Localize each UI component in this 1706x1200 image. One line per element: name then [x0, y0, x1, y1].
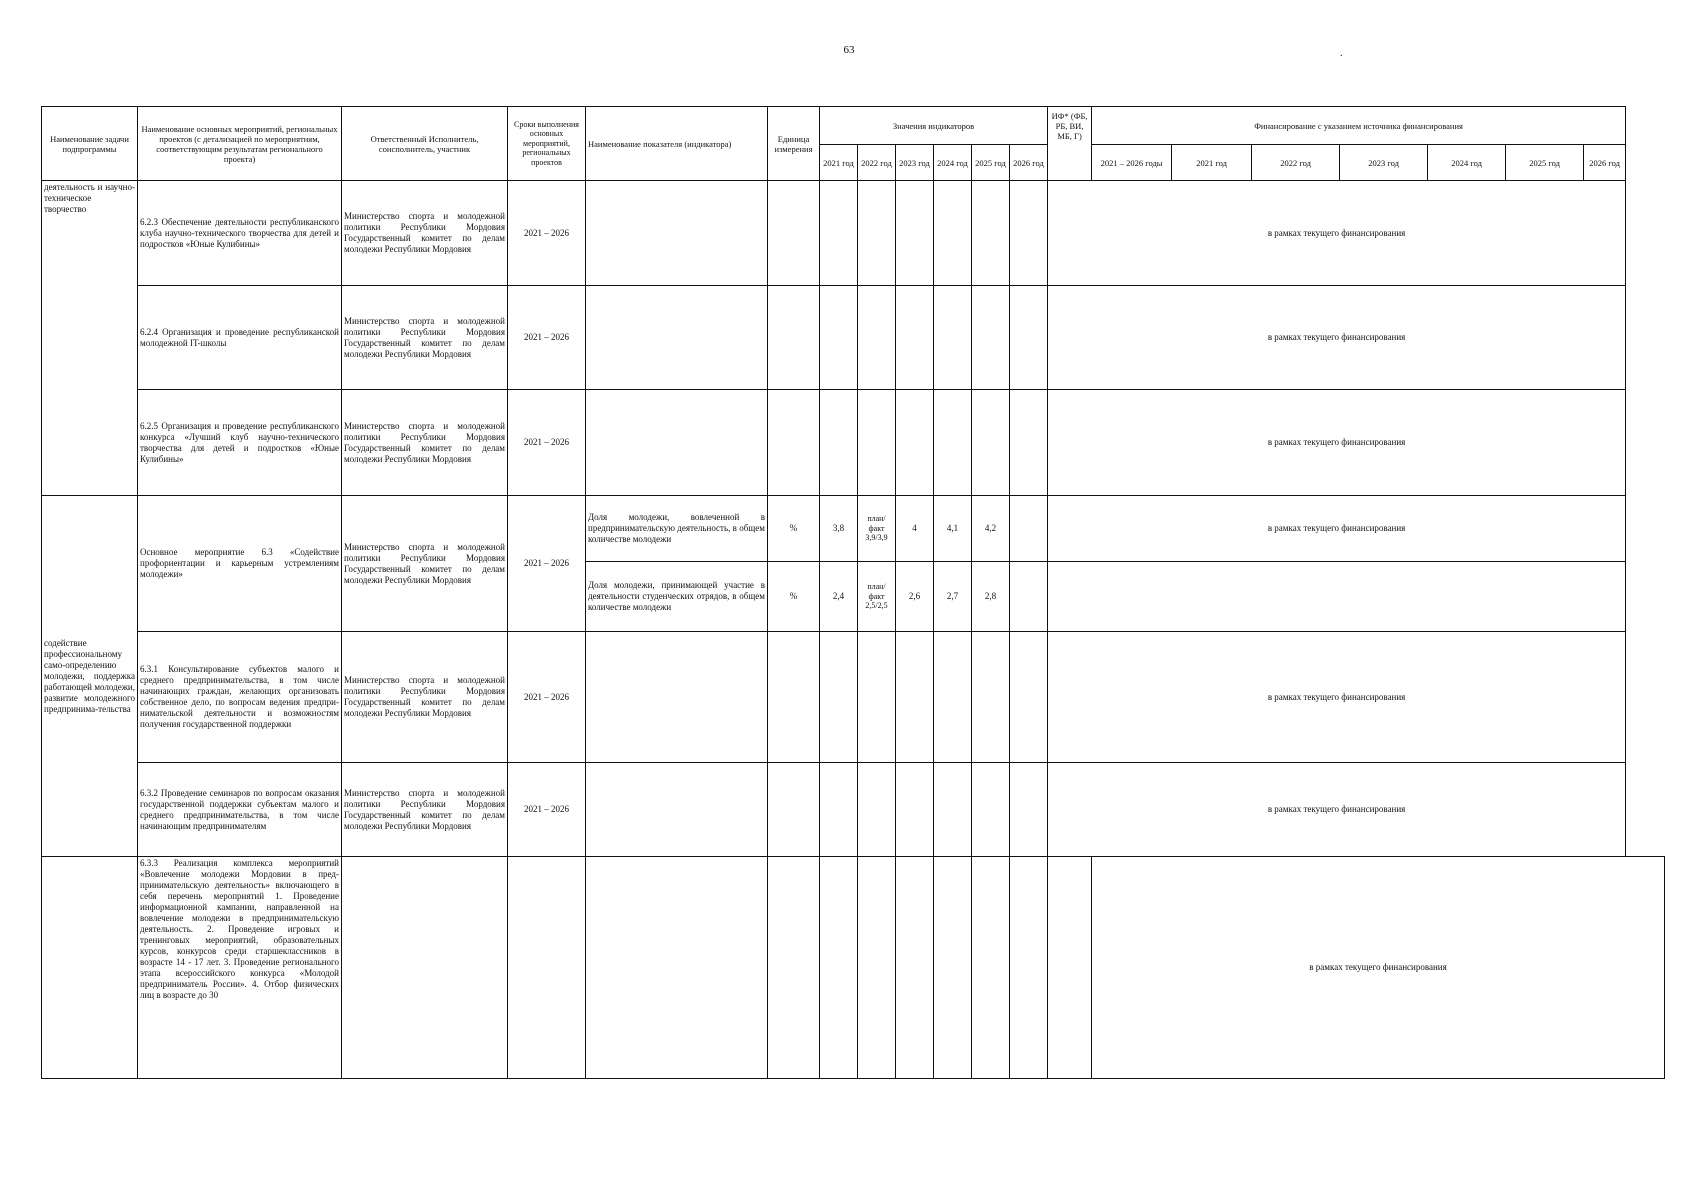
indicator-name: Доля молодежи, принимающей участие в деятельности студенческих отрядов, в общем количестве молодежи [586, 562, 768, 632]
indicator-value-2023: 4 [896, 496, 934, 562]
page-mark: . [1340, 48, 1343, 59]
header-fin-2023: 2023 год [1340, 145, 1428, 181]
header-fin-2021: 2021 год [1172, 145, 1252, 181]
executor-cell: Министерство спорта и молодежной политики Республики Мордовия Государственный комитет по делам молодежи Республики Мордовия [342, 632, 508, 763]
table-row [42, 763, 1665, 857]
indicator-value-2021: 2,4 [820, 562, 858, 632]
executor-cell: Министерство спорта и молодежной политики Республики Мордовия Государственный комитет по делам молодежи Республики Мордовия [342, 496, 508, 632]
table-row [42, 857, 1665, 1079]
indicator-value-2023: 2,6 [896, 562, 934, 632]
header-year-2023: 2023 год [896, 145, 934, 181]
table-row [42, 181, 1665, 286]
deadline-cell: 2021 – 2026 [508, 181, 586, 286]
header-task: Наименование задачи подпрограммы [42, 107, 138, 181]
activity-cell: 6.2.3 Обеспечение деятельности республиканского клуба научно-технического творчества для детей и подростков «Юные Кулибины» [138, 181, 342, 286]
table-row [42, 632, 1665, 763]
indicator-value-2026 [1010, 562, 1048, 632]
indicator-name: Доля молодежи, вовлеченной в предпринимательскую деятельность, в общем количестве молодежи [586, 496, 768, 562]
header-deadline: Сроки выполнения основных мероприятий, региональных проектов [508, 107, 586, 181]
activity-cell: 6.3.1 Консультирование субъектов малого и среднего предпринимательства, в том числе начинающих граждан, желающих организовать собственное дело, по вопросам ведения предпри-нимательской деятельности и возможностям получения государственной поддержки [138, 632, 342, 763]
indicator-value-2025: 4,2 [972, 496, 1010, 562]
deadline-cell: 2021 – 2026 [508, 763, 586, 857]
deadline-cell: 2021 – 2026 [508, 286, 586, 390]
activity-cell: 6.3.3 Реализация комплекса мероприятий «Вовлечение молодежи Мордовии в пред-принимательскую деятельность» включающего в себя перечень мероприятий 1. Проведение информационной кампании, направленной на вовлечение молодежи в предпринимательскую деятельность. 2. Проведение игровых и тренинговых мероприятий, образовательных курсов, конкурсов среди старшеклассников в возрасте 14 - 17 лет. 3. Проведение регионального этапа всероссийского конкурса «Молодой предприниматель России». 4. Отбор физических лиц в возрасте до 30 [138, 857, 342, 1079]
financing-cell: в рамках текущего финансирования [1048, 763, 1626, 857]
executor-cell: Министерство спорта и молодежной политики Республики Мордовия Государственный комитет по делам молодежи Республики Мордовия [342, 390, 508, 496]
indicator-value-2025: 2,8 [972, 562, 1010, 632]
header-indicator: Наименование показателя (индикатора) [586, 107, 768, 181]
indicator-value-2022: план/ факт 2,5/2,5 [858, 562, 896, 632]
financing-cell: в рамках текущего финансирования [1092, 857, 1665, 1079]
header-fin-2024: 2024 год [1428, 145, 1506, 181]
indicator-value-2022: план/ факт 3,9/3,9 [858, 496, 896, 562]
financing-cell: в рамках текущего финансирования [1048, 181, 1626, 286]
header-year-2026: 2026 год [1010, 145, 1048, 181]
header-values-group: Значения индикаторов [820, 107, 1048, 145]
indicator-value-2021: 3,8 [820, 496, 858, 562]
header-year-2024: 2024 год [934, 145, 972, 181]
header-source: ИФ* (ФБ, РБ, ВИ, МБ, Г) [1048, 107, 1092, 145]
task-cell-3 [42, 857, 138, 1079]
indicator-value-2024: 4,1 [934, 496, 972, 562]
header-fin-total: 2021 – 2026 годы [1092, 145, 1172, 181]
activity-cell: Основное мероприятие 6.3 «Содействие профориентации и карьерным устремлениям молодежи» [138, 496, 342, 632]
indicator-value-2026 [1010, 496, 1048, 562]
header-year-2025: 2025 год [972, 145, 1010, 181]
financing-cell: в рамках текущего финансирования [1048, 390, 1626, 496]
table-row [42, 286, 1665, 390]
activity-cell: 6.3.2 Проведение семинаров по вопросам оказания государственной поддержки субъектам малого и среднего предпринимательства, в том числе начинающим предпринимателям [138, 763, 342, 857]
header-fin-2022: 2022 год [1252, 145, 1340, 181]
task-cell-1: деятельность и научно-техническое творчество [42, 181, 138, 496]
header-unit: Единица измерения [768, 107, 820, 181]
deadline-cell: 2021 – 2026 [508, 632, 586, 763]
header-executor: Ответственный Исполнитель, соисполнитель, участник [342, 107, 508, 181]
activity-cell: 6.2.5 Организация и проведение республиканского конкурса «Лучший клуб научно-технического творчества для детей и подростков «Юные Кулибины» [138, 390, 342, 496]
indicator-unit: % [768, 562, 820, 632]
financing-cell: в рамках текущего финансирования [1048, 632, 1626, 763]
executor-cell: Министерство спорта и молодежной политики Республики Мордовия Государственный комитет по делам молодежи Республики Мордовия [342, 181, 508, 286]
page-number: 63 [843, 44, 855, 56]
header-year-2022: 2022 год [858, 145, 896, 181]
header-year-2021: 2021 год [820, 145, 858, 181]
indicator-value-2024: 2,7 [934, 562, 972, 632]
financing-cell-empty [1048, 562, 1626, 632]
header-fin-2026: 2026 год [1584, 145, 1626, 181]
header-financing-group: Финансирование с указанием источника финансирования [1092, 107, 1626, 145]
executor-cell: Министерство спорта и молодежной политики Республики Мордовия Государственный комитет по делам молодежи Республики Мордовия [342, 286, 508, 390]
activity-cell: 6.2.4 Организация и проведение республиканской молодежной IT-школы [138, 286, 342, 390]
executor-cell: Министерство спорта и молодежной политики Республики Мордовия Государственный комитет по делам молодежи Республики Мордовия [342, 763, 508, 857]
table-row [42, 390, 1665, 496]
task-cell-2: содействие профессиональному само-определению молодежи, поддержка работающей молодежи, развитие молодежного предпринима-тельства [42, 496, 138, 857]
financing-cell: в рамках текущего финансирования [1048, 286, 1626, 390]
financing-cell: в рамках текущего финансирования [1048, 496, 1626, 562]
indicator-unit: % [768, 496, 820, 562]
program-table [41, 106, 1665, 1079]
deadline-cell: 2021 – 2026 [508, 496, 586, 632]
table-row [42, 496, 1665, 562]
header-source-cont [1048, 145, 1092, 181]
header-fin-2025: 2025 год [1506, 145, 1584, 181]
header-activity: Наименование основных мероприятий, региональных проектов (с детализацией по мероприятиям, соответствующим результатам регионального проекта) [138, 107, 342, 181]
deadline-cell: 2021 – 2026 [508, 390, 586, 496]
